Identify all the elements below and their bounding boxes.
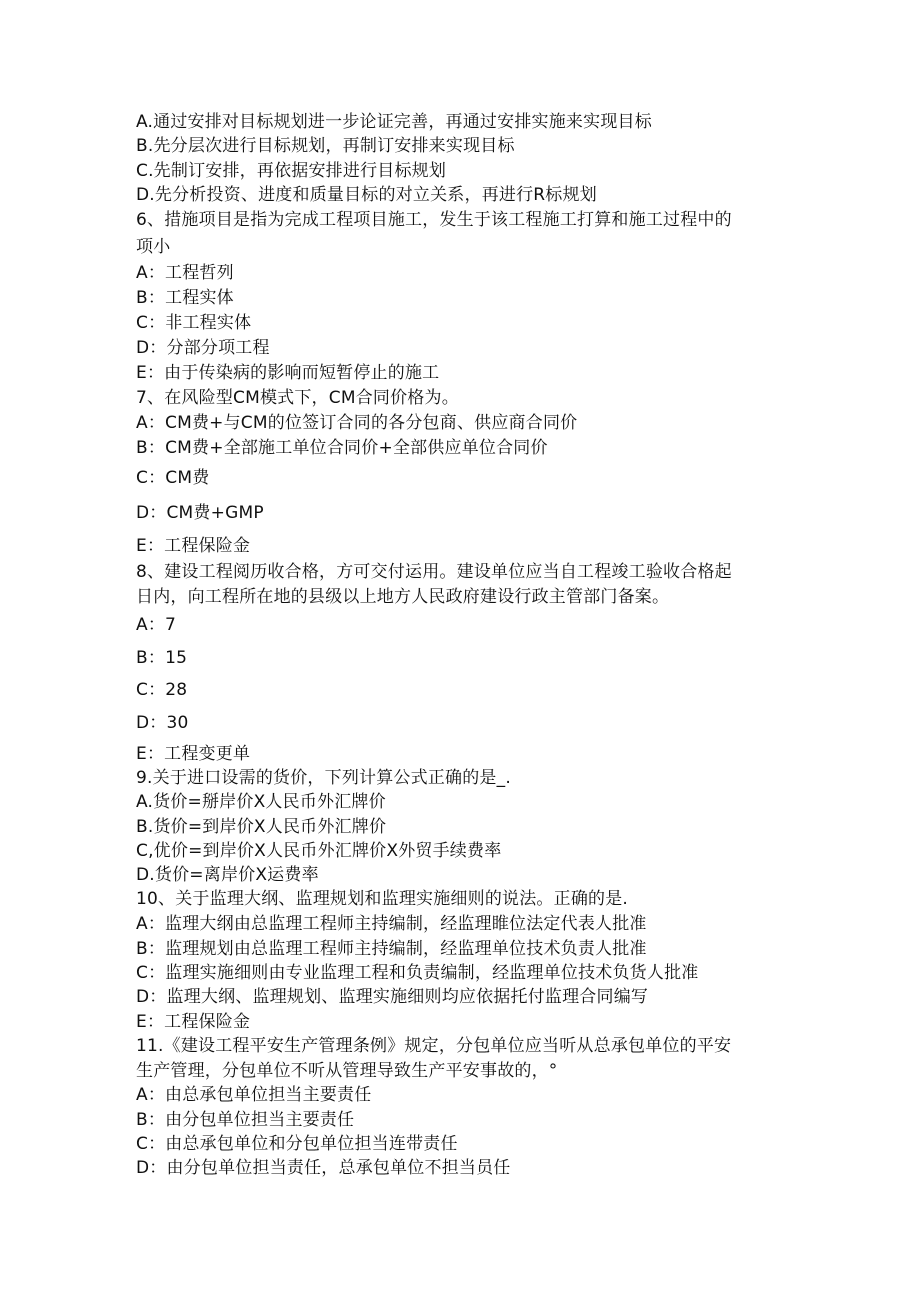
question-line: 生产管理，分包单位不听从管理导致生产平安事故的，° [136,1061,558,1081]
option-line: A：由总承包单位担当主要责任 [136,1085,372,1105]
option-line: D.货价=离岸价X运费率 [136,865,319,885]
option-line: B：15 [136,648,188,668]
option-line: B：由分包单位担当主要责任 [136,1110,355,1130]
option-line: C：CM费 [136,468,210,488]
option-line: D：分部分项工程 [136,338,270,358]
question-line: 项小 [136,237,171,257]
option-line: D：监理大纲、监理规划、监理实施细则均应依据托付监理合同编写 [136,987,649,1007]
option-line: B.先分层次进行目标规划，再制订安排来实现目标 [136,136,515,156]
question-line: 9.关于进口设需的货价，下列计算公式正确的是_. [136,768,511,788]
option-line: C.先制订安排，再依据安排进行目标规划 [136,161,447,181]
option-line: A：工程哲列 [136,263,234,283]
option-line: C：由总承包单位和分包单位担当连带责任 [136,1134,458,1154]
option-line: B：CM费+全部施工单位合同价+全部供应单位合同价 [136,438,548,458]
question-line: 日内，向工程所在地的县级以上地方人民政府建设行政主管部门备案。 [136,587,670,607]
question-line: 6、措施项目是指为完成工程项目施工，发生于该工程施工打算和施工过程中的 [136,210,732,230]
option-line: E：工程保险金 [136,1012,251,1032]
option-line: B.货价=到岸价X人民币外汇牌价 [136,817,387,837]
option-line: C：监理实施细则由专业监理工程和负责编制，经监理单位技术负货人批准 [136,963,699,983]
option-line: D：CM费+GMP [136,503,264,523]
option-line: E：由于传染病的影响而短暂停止的施工 [136,363,440,383]
option-line: A：7 [136,615,177,635]
question-line: 8、建设工程阅历收合格，方可交付运用。建设单位应当自工程竣工验收合格起 [136,562,732,582]
option-line: C：非工程实体 [136,313,252,333]
option-line: D：30 [136,713,189,733]
option-line: D：由分包单位担当责任，总承包单位不担当员任 [136,1158,511,1178]
option-line: B：监理规划由总监理工程师主持编制，经监理单位技术负责人批准 [136,939,647,959]
option-line: D.先分析投资、进度和质量目标的对立关系，再进行R标规划 [136,185,597,205]
question-line: 11.《建设工程平安生产管理条例》规定，分包单位应当听从总承包单位的平安 [136,1036,732,1056]
option-line: C：28 [136,680,188,700]
question-line: 10、关于监理大纲、监理规划和监理实施细则的说法。正确的是. [136,889,629,909]
option-line: A.通过安排对目标规划进一步论证完善，再通过安排实施来实现目标 [136,112,652,132]
option-line: B：工程实体 [136,288,234,308]
option-line: C,优价=到岸价X人民币外汇牌价X外贸手续费率 [136,841,502,861]
option-line: E：工程变更单 [136,744,251,764]
option-line: A.货价=掰岸价X人民币外汇牌价 [136,792,386,812]
option-line: A：监理大纲由总监理工程师主持编制，经监理睢位法定代表人批准 [136,914,647,934]
option-line: E：工程保险金 [136,536,251,556]
option-line: A：CM费+与CM的位签订合同的各分包商、供应商合同价 [136,413,578,433]
question-line: 7、在风险型CM模式下，CM合同价格为。 [136,388,459,408]
